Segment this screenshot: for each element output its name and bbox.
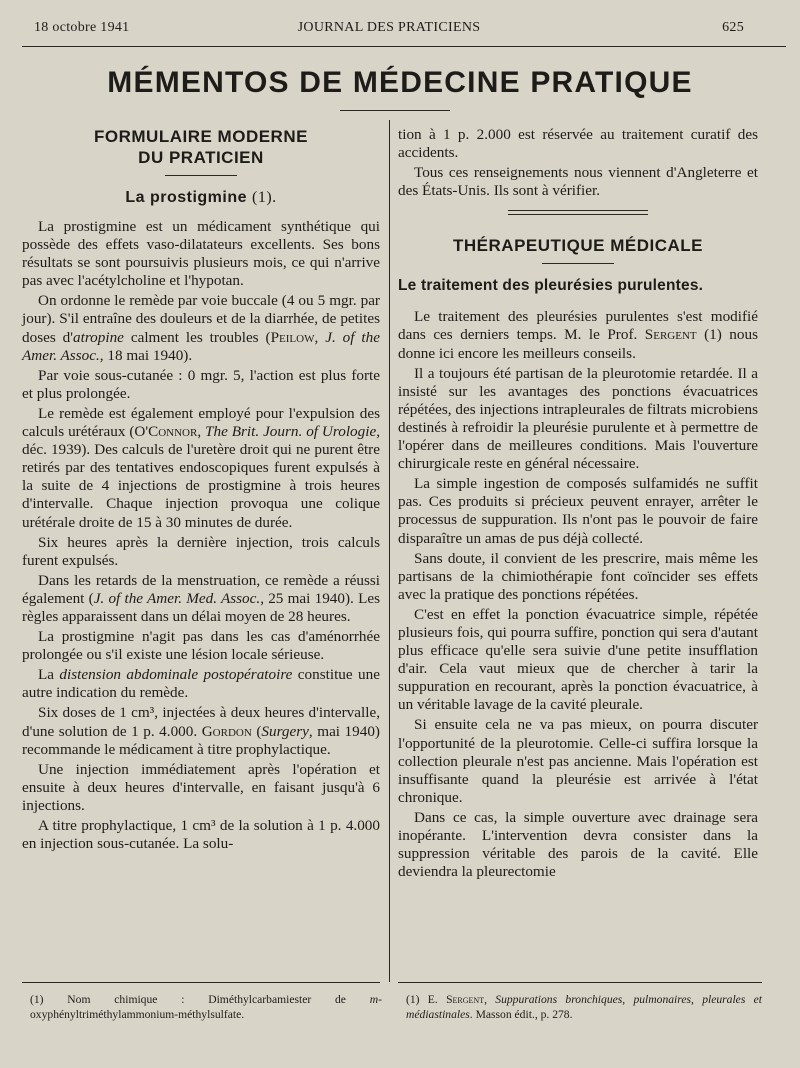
paragraph: La prostigmine n'agit pas dans les cas d'aménorrhée prolongée ou s'il existe une lésion locale sérieuse. [22, 628, 380, 664]
paragraph: Une injection immédiatement après l'opération et ensuite à deux heures d'intervalle, en faisant jusqu'à 6 injections. [22, 760, 380, 814]
section-title-therapeutique: THÉRAPEUTIQUE MÉDICALE [453, 236, 703, 256]
paragraph: Dans ce cas, la simple ouverture avec drainage sera inopérante. L'intervention devra consister dans la suppression véritable des parois de la cavité. Elle deviendra la pleurectomie [398, 808, 758, 881]
footnote-right: (1) E. Sergent, Suppurations bronchiques, pulmonaires, pleurales et médiastinales. Masson édit., p. 278. [406, 993, 762, 1021]
article-title-text: La prostigmine [125, 189, 248, 206]
section-title-formulaire [22, 126, 380, 168]
footnote-rule-right [398, 982, 762, 983]
paragraph: Si ensuite cela ne va pas mieux, on pourra discuter l'opportunité de la pleurotomie. Celle-ci suffira lorsque la collection pleurale n'est pas ancienne. Mais l'opération est insuffisante quand la pleurésie est arrivée à l'état chronique. [398, 716, 758, 806]
paragraph: Le remède est également employé pour l'expulsion des calculs urétéraux (O'Connor, The Brit. Journ. of Urologie, déc. 1939). Des calculs de l'uretère droit qui ne purent être retirés par des tentatives endoscopiques furent expulsés à la suite de 4 injections de prostigmine à trois heures d'intervalle. Chaque injection provoqua une colique urétérale droite de 15 à 30 minutes de durée. [22, 404, 380, 531]
journal-name: JOURNAL DES PRATICIENS [297, 20, 481, 35]
paragraph: A titre prophylactique, 1 cm³ de la solution à 1 p. 4.000 en injection sous-cutanée. La solu- [22, 817, 380, 853]
main-title: MÉMENTOS DE MÉDECINE PRATIQUE [107, 66, 693, 99]
title-rule [340, 110, 450, 111]
paragraph: La simple ingestion de composés sulfamidés ne suffit pas. Ces produits si précieux peuvent enrayer, arrêter le processus de suppuration. Ils n'ont pas le pouvoir de faire disparaître un amas de pus déjà collecté. [398, 475, 758, 547]
footnote-rule-left [22, 982, 380, 983]
running-head [34, 20, 744, 40]
header-rule [22, 46, 786, 47]
paragraph: Par voie sous-cutanée : 0 mgr. 5, l'action est plus forte et plus prolongée. [22, 366, 380, 402]
right-column [398, 126, 758, 883]
paragraph: tion à 1 p. 2.000 est réservée au traitement curatif des accidents. [398, 126, 758, 162]
issue-date: 18 octobre 1941 [34, 20, 130, 35]
paragraph: C'est en effet la ponction évacuatrice simple, répétée plusieurs fois, qui pourra suffire, ponction qui sera d'autant plus efficace qu'elle sera suivie d'une petite insufflation d'air. Cela vaut mieux que de chercher à tarir la suppuration en recourant, après la ponction évacuatrice, à un véritable lavage de la cavité pleurale. [398, 605, 758, 714]
paragraph: Tous ces renseignements nous viennent d'Angleterre et des États-Unis. Ils sont à vérifier. [398, 164, 758, 200]
paragraph: Six doses de 1 cm³, injectées à deux heures d'intervalle, d'une solution de 1 p. 4.000. Gordon (Surgery, mai 1940) recommande le médicament à titre prophylactique. [22, 704, 380, 758]
paragraph: Il a toujours été partisan de la pleurotomie retardée. Il a insisté sur les avantages des ponctions évacuatrices répétées, des injections intrapleurales de filtrats microbiens destinés à refroidir la pleurésie purulente et à permettre de l'opérer dans de meilleures conditions. Mais l'ouverture chirurgicale reste en général nécessaire. [398, 364, 758, 473]
paragraph: Six heures après la dernière injection, trois calculs furent expulsés. [22, 533, 380, 569]
paragraph: La distension abdominale postopératoire constitue une autre indication du remède. [22, 666, 380, 702]
section-title-line-2: DU PRATICIEN [138, 148, 264, 167]
left-column [22, 126, 380, 855]
paragraph: La prostigmine est un médicament synthétique qui possède des effets vaso-dilatateurs excellents. Ses bons résultats se sont poursuivis plusieurs mois, ce qui n'arrive pas avec l'acétylcholine et l'hypotan. [22, 218, 380, 290]
article-title-pleuresies: Le traitement des pleurésies purulentes. [398, 277, 704, 295]
column-divider [389, 120, 390, 982]
paragraph: On ordonne le remède par voie buccale (4 ou 5 mgr. par jour). S'il entraîne des douleurs et de la diarrhée, de petites doses d'atropine calment les troubles (Peilow, J. of the Amer. Assoc., 18 mai 1940). [22, 292, 380, 364]
section-rule [542, 263, 614, 264]
paragraph: Sans doute, il convient de les prescrire, mais même les partisans de la chimiothérapie font coïncider ses effets avec la pratique des ponctions répétées. [398, 549, 758, 603]
article-footnote-ref: (1). [251, 189, 277, 206]
paragraph: Le traitement des pleurésies purulentes s'est modifié dans ces derniers temps. M. le Prof. Sergent (1) nous donne ici encore les meilleurs conseils. [398, 308, 758, 362]
paragraph: Dans les retards de la menstruation, ce remède a réussi également (J. of the Amer. Med. Assoc., 25 mai 1940). Les règles apparaissent dans un délai moyen de 28 heures. [22, 571, 380, 625]
footnote-left: (1) Nom chimique : Diméthylcarbamiester de m-oxyphényltriméthylammonium-méthylsulfate. [30, 993, 382, 1021]
article-title-prostigmine [22, 188, 380, 208]
section-rule [165, 175, 237, 176]
page-number: 625 [722, 20, 744, 35]
section-title-line-1: FORMULAIRE MODERNE [94, 127, 308, 146]
